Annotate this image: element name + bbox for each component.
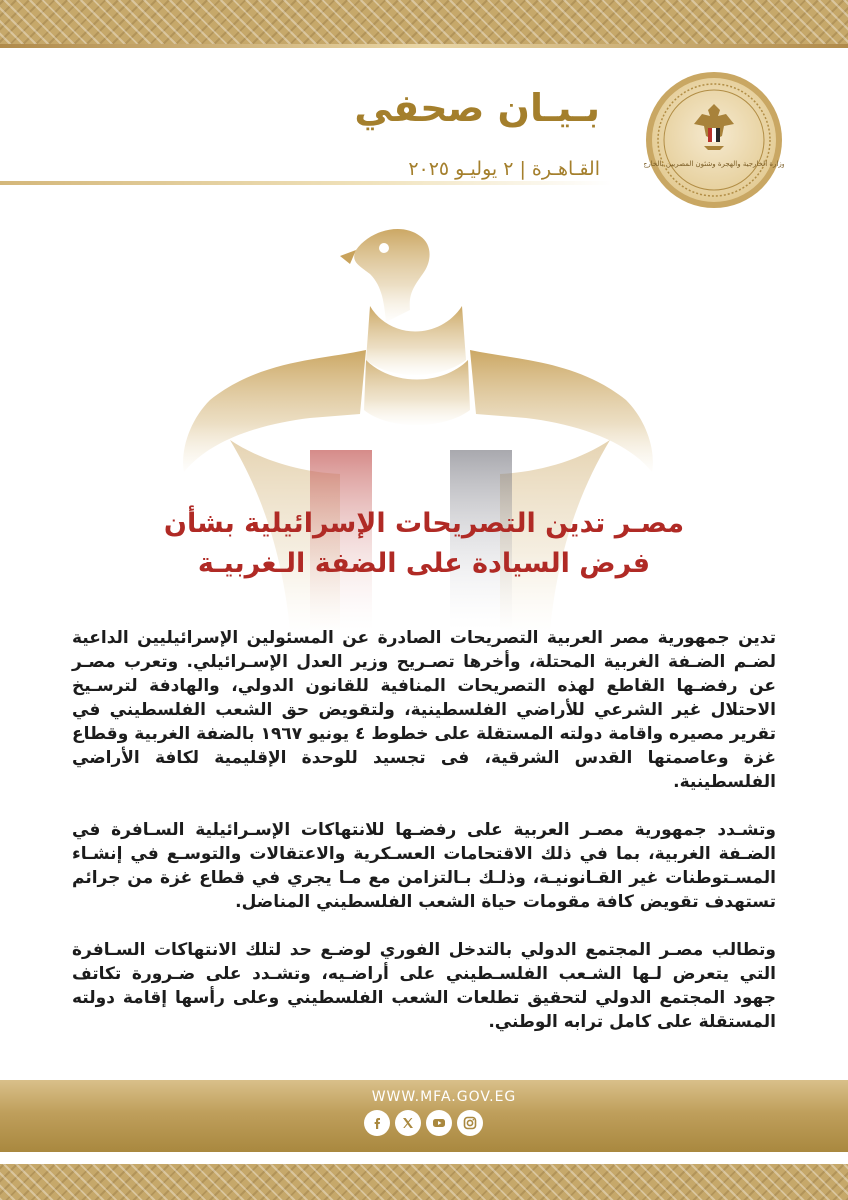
website-link[interactable]: WWW.MFA.GOV.EG bbox=[371, 1089, 517, 1105]
ministry-seal bbox=[644, 70, 784, 210]
header-divider bbox=[0, 181, 612, 185]
facebook-icon[interactable] bbox=[364, 1110, 390, 1136]
header bbox=[80, 80, 600, 180]
social-links bbox=[364, 1110, 484, 1138]
headline-line-1: مصـر تدين التصريحات الإسرائيلية بشأن bbox=[163, 508, 685, 539]
instagram-icon[interactable] bbox=[457, 1110, 483, 1136]
headline-line-2: فرض السيادة على الضفة الـغربيـة bbox=[197, 548, 651, 579]
paragraph-1: تدين جمهورية مصر العربية التصريحات الصادرة عن المسئولين الإسرائيليين الداعية لضـم الضـفة الغربية المحتلة، وأخرها تصـريح وزير العدل الإسـرائيلي. وتعرب مصـر عن رفضـها القاطع لهذه التصريحات المنافية للقانون الدولي، والهادفة لترسـيخ الاحتلال غير الشرعي للأراضي الفلسطينية، ولتقويض حق الشعب الفلسطيني في تقرير مصيره واقامة دولته المستقلة على خطوط ٤ يونيو ١٩٦٧ بالضفة الغربية وقطاع غزة وعاصمتها القدس الشرقية، فى تجسيد للوحدة الإقليمية لكافة الأراضي الفلسطينية. bbox=[72, 628, 776, 792]
bottom-decorative-band bbox=[0, 1164, 848, 1200]
x-icon[interactable] bbox=[395, 1110, 421, 1136]
paragraph-2: وتشـدد جمهورية مصـر العربية على رفضـها للانتهاكات الإسـرائيلية السـافرة في الضـفة الغربية، بما في ذلك الاقتحامات العسـكرية والاعتقالات والتوسـع في إنشـاء المسـتوطنات غير القـانونيـة، وذلـك بـالتزامن مع مـا يجري في قطاع غزة من جرائم تستهدف تقويض كافة مقومات حياة الشعب الفلسطيني المناضل. bbox=[72, 820, 776, 912]
page-title: بـيـان صحفي bbox=[354, 86, 600, 130]
paragraph-3: وتطالب مصـر المجتمع الدولي بالتدخل الفوري لوضـع حد لتلك الانتهاكات السـافرة التي يتعرض لـها الشـعب الفلسـطيني على أراضـيه، وتشـدد على ضـرورة تكاتف جهود المجتمع الدولي لتحقيق تطلعات الشعب الفلسطيني وعلى رأسها إقامة دولته المستقلة على كامل ترابه الوطني. bbox=[72, 940, 776, 1032]
seal-text: وزارة الخارجية والهجرة وشئون المصريين بالخارج bbox=[644, 160, 784, 168]
statement-body bbox=[72, 626, 776, 1058]
top-decorative-band bbox=[0, 0, 848, 48]
youtube-icon[interactable] bbox=[426, 1110, 452, 1136]
headline bbox=[100, 504, 748, 584]
location-date: القـاهـرة | ٢ يوليـو ٢٠٢٥ bbox=[408, 157, 600, 180]
